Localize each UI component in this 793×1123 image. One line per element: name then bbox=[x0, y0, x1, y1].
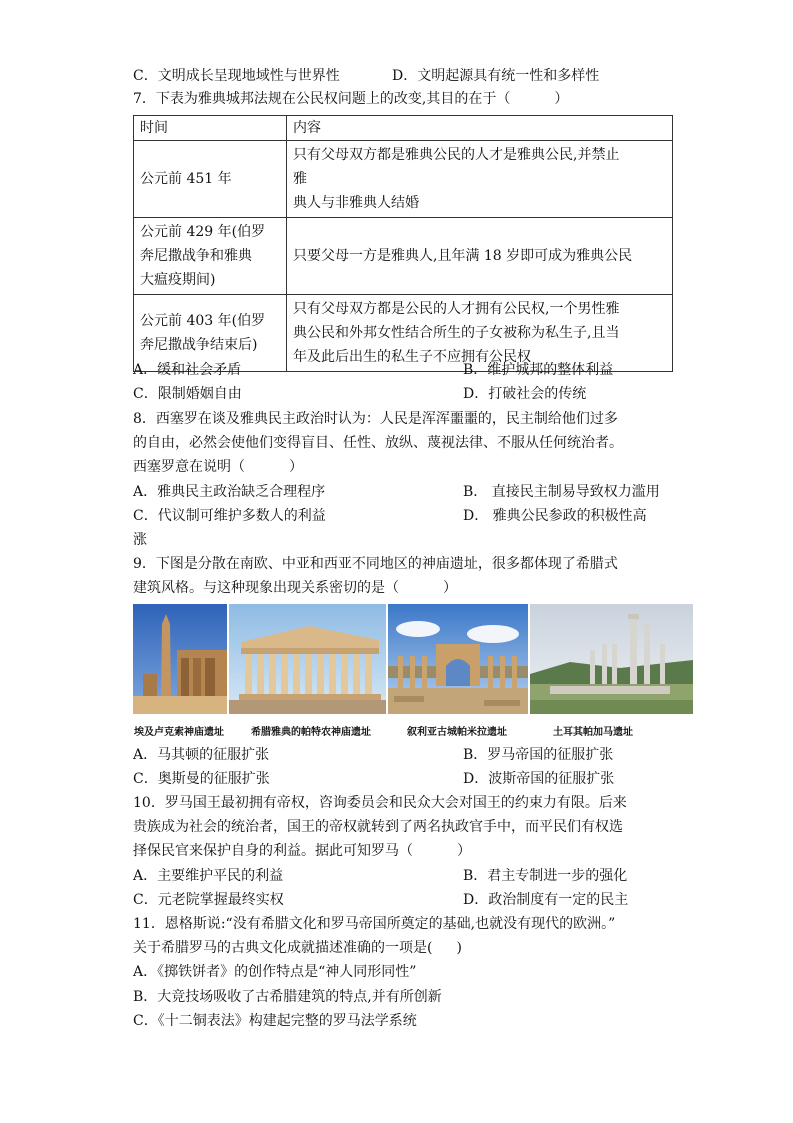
q8-line-3-text: 西塞罗意在说明（ bbox=[133, 459, 245, 475]
q7-stem bbox=[133, 89, 568, 109]
q10-line-1: 10．罗马国王最初拥有帝权，咨询委员会和民众大会对国王的约束力有限。后来 bbox=[133, 795, 627, 811]
table-cell-text: 只有父母双方都是雅典公民的人才是雅典公民,并禁止 bbox=[293, 147, 620, 163]
table-cell-text: 年及此后出生的私生子不应拥有公民权 bbox=[293, 349, 531, 365]
q8-option-a: A．雅典民主政治缺乏合理程序 bbox=[133, 484, 326, 500]
q8-option-c: C．代议制可维护多数人的利益 bbox=[133, 508, 326, 524]
parthenon-photo bbox=[229, 604, 386, 714]
table-cell-text: 公元前 451 年 bbox=[140, 171, 232, 187]
q7-option-a: A．缓和社会矛盾 bbox=[133, 362, 242, 378]
q7-option-b: B．维护城邦的整体利益 bbox=[463, 362, 614, 378]
q8-line-2: 的自由，必然会使他们变得盲目、任性、放纵、蔑视法律、不服从任何统治者。 bbox=[133, 435, 623, 451]
q10-option-b: B．君主专制进一步的强化 bbox=[463, 868, 628, 884]
q11-option-a: A．《掷铁饼者》的创作特点是“神人同形同性” bbox=[133, 964, 417, 980]
table-cell-text: 只要父母一方是雅典人,且年满 18 岁即可成为雅典公民 bbox=[293, 248, 633, 264]
table-header-time: 时间 bbox=[134, 116, 287, 141]
table-cell-text: 公元前 403 年(伯罗 bbox=[140, 313, 266, 329]
q10-option-a: A．主要维护平民的利益 bbox=[133, 868, 284, 884]
q7-stem-text: 7．下表为雅典城邦法规在公民权问题上的改变,其目的在于（ bbox=[133, 91, 511, 107]
photo-caption-parthenon: 希腊雅典的帕特农神庙遗址 bbox=[251, 727, 371, 738]
table-cell-time bbox=[134, 218, 287, 295]
table-cell-text: 只有父母双方都是公民的人才拥有公民权,一个男性雅 bbox=[293, 301, 620, 317]
q11-line-2-text: 关于希腊罗马的古典文化成就描述准确的一项是( bbox=[133, 940, 433, 956]
q7-option-c: C．限制婚姻自由 bbox=[133, 386, 242, 402]
q11-option-c: C．《十二铜表法》构建起完整的罗马法学系统 bbox=[133, 1013, 417, 1029]
q8-option-b: B． 直接民主制易导致权力滥用 bbox=[463, 484, 660, 500]
luxor-temple-photo bbox=[133, 604, 227, 714]
table-cell-time bbox=[134, 141, 287, 218]
table-cell-text: 典人与非雅典人结婚 bbox=[293, 195, 419, 211]
table-cell-content bbox=[287, 218, 673, 295]
q9-line-2 bbox=[133, 578, 457, 598]
table-cell-text: 公元前 429 年(伯罗 bbox=[140, 224, 266, 240]
q9-line-2-text: 建筑风格。与这种现象出现关系密切的是（ bbox=[133, 580, 399, 596]
q8-line-3 bbox=[133, 457, 303, 477]
temple-photos bbox=[133, 604, 693, 714]
table-cell-text: 大瘟疫期间) bbox=[140, 272, 216, 288]
q8-line-3-close: ） bbox=[289, 459, 303, 475]
q9-line-1: 9．下图是分散在南欧、中亚和西亚不同地区的神庙遗址，很多都体现了希腊式 bbox=[133, 556, 618, 572]
q9-option-c: C．奥斯曼的征服扩张 bbox=[133, 771, 270, 787]
table-header-content: 内容 bbox=[287, 116, 673, 141]
q11-option-b: B．大竞技场吸收了古希腊建筑的特点,并有所创新 bbox=[133, 989, 442, 1005]
table-cell-text: 雅 bbox=[293, 171, 307, 187]
q11-line-2-close: ) bbox=[456, 940, 462, 956]
table-row bbox=[134, 218, 673, 295]
q7-option-d: D．打破社会的传统 bbox=[463, 386, 587, 402]
q10-line-3 bbox=[133, 841, 471, 861]
table-cell-text: 奔尼撒战争和雅典 bbox=[140, 248, 252, 264]
pergamon-photo bbox=[530, 604, 693, 714]
q10-option-d: D．政治制度有一定的民主 bbox=[463, 892, 629, 908]
q10-line-2: 贵族成为社会的统治者，国王的帝权就转到了两名执政官手中，而平民们有权选 bbox=[133, 819, 623, 835]
q9-option-d: D．波斯帝国的征服扩张 bbox=[463, 771, 615, 787]
q6-option-d: D．文明起源具有统一性和多样性 bbox=[392, 68, 600, 84]
q10-option-c: C．元老院掌握最终实权 bbox=[133, 892, 284, 908]
q8-line-1: 8．西塞罗在谈及雅典民主政治时认为：人民是浑浑噩噩的，民主制给他们过多 bbox=[133, 411, 618, 427]
table-row bbox=[134, 116, 673, 141]
photo-caption-luxor: 埃及卢克索神庙遗址 bbox=[134, 727, 224, 738]
q9-line-2-close: ） bbox=[443, 580, 457, 596]
q10-line-3-text: 择保民官来保护自身的利益。据此可知罗马（ bbox=[133, 843, 413, 859]
q8-option-d: D． 雅典公民参政的积极性高 bbox=[463, 508, 647, 524]
q7-stem-close: ） bbox=[554, 91, 569, 107]
q6-option-c: C．文明成长呈现地域性与世界性 bbox=[133, 68, 340, 84]
q7-table bbox=[133, 115, 673, 372]
palmyra-photo bbox=[388, 604, 528, 714]
table-cell-content bbox=[287, 141, 673, 218]
q9-option-a: A．马其顿的征服扩张 bbox=[133, 747, 270, 763]
q11-line-2 bbox=[133, 938, 462, 958]
table-row bbox=[134, 141, 673, 218]
photo-caption-pergamon: 土耳其帕加马遗址 bbox=[553, 727, 633, 738]
q9-option-b: B．罗马帝国的征服扩张 bbox=[463, 747, 614, 763]
photo-caption-palmyra: 叙利亚古城帕米拉遗址 bbox=[407, 727, 507, 738]
q10-line-3-close: ） bbox=[457, 843, 471, 859]
q8-option-d-wrap: 涨 bbox=[133, 532, 147, 548]
table-cell-text: 奔尼撒战争结束后) bbox=[140, 337, 258, 353]
table-cell-text: 典公民和外邦女性结合所生的子女被称为私生子,且当 bbox=[293, 325, 620, 341]
q11-line-1: 11．恩格斯说:“没有希腊文化和罗马帝国所奠定的基础,也就没有现代的欧洲。” bbox=[133, 916, 616, 932]
